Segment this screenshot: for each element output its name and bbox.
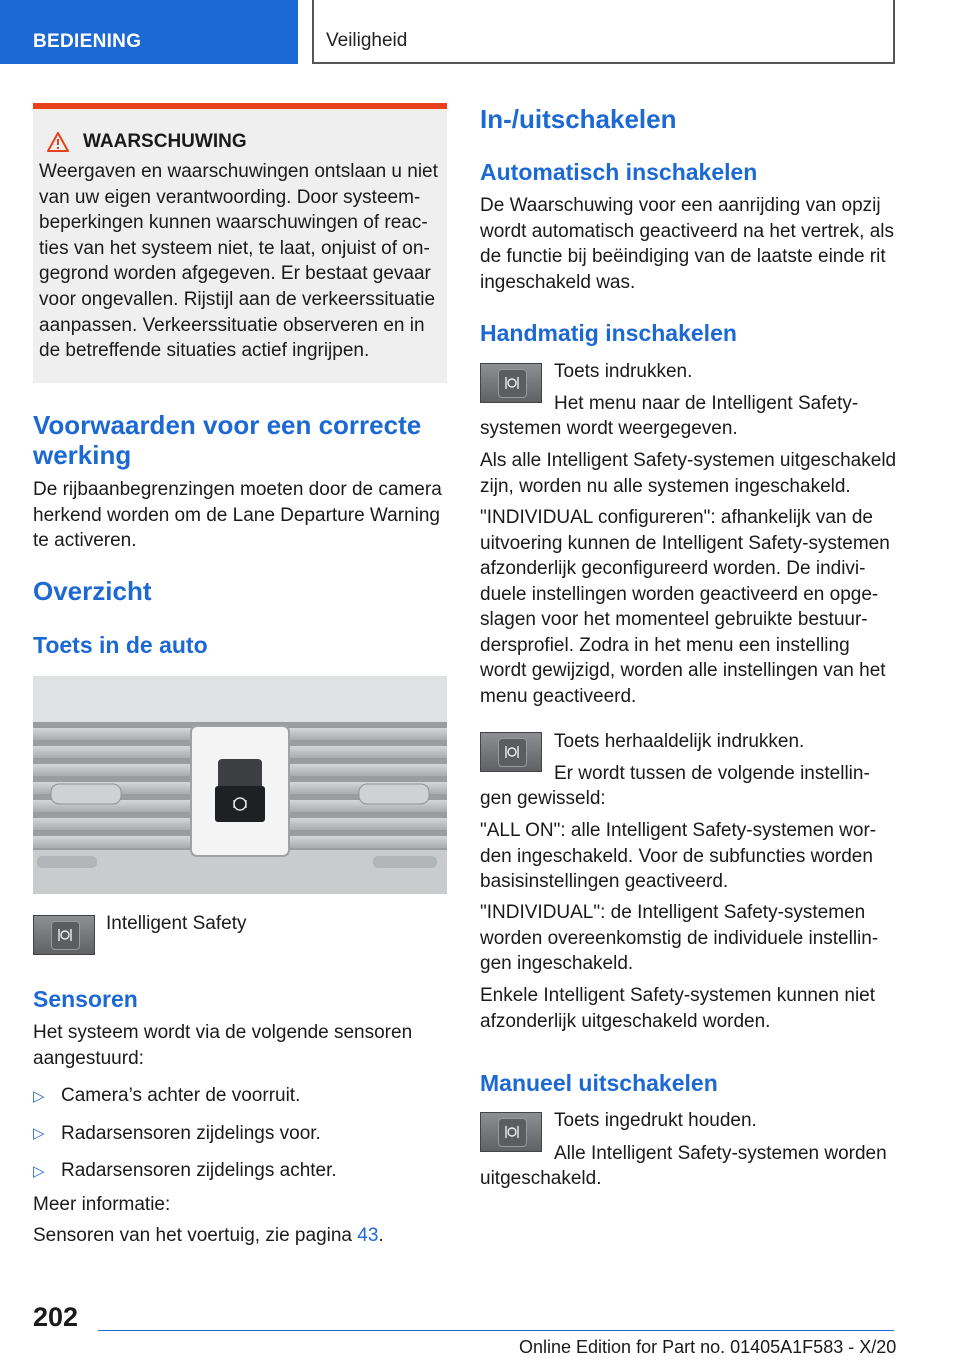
triangle-bullet-icon: ▷ — [33, 1125, 45, 1143]
intelligent-safety-button-icon — [480, 1112, 542, 1152]
heading-manual-on: Handmatig inschakelen — [480, 320, 737, 346]
heading-button-in-car: Toets in de auto — [33, 632, 208, 658]
individual-config-text: "INDIVIDUAL configureren": afhankelijk van de uitvoering kunnen de Intelligent Safety-systemen afzonderlijk geconfigureerd worden. De individuele instellingen worden geactiveerd en opgeslagen voor het momenteel gebruikte bestuurdersprofiel. Zodra in het menu een instelling wordt gewijzigd, worden alle instellingen van het menu geactiveerd. — [480, 507, 890, 707]
triangle-bullet-icon: ▷ — [33, 1162, 45, 1180]
more-info-label: Meer informatie: — [33, 1193, 171, 1215]
repeat-step-1: Toets herhaaldelijk indrukken. — [554, 731, 805, 752]
auto-on-text: De Waarschuwing voor een aanrijding van opzij wordt automatisch geactiveerd na het vertrek, als de functie bij beëindiging van de laatste einde rit ingeschakeld was. — [480, 195, 894, 293]
heading-on-off: In-/uitschakelen — [480, 104, 677, 134]
warning-title: WAARSCHUWING — [83, 131, 247, 152]
list-item: ▷ Camera’s achter de voorruit. — [33, 1085, 301, 1106]
heading-manual-off: Manueel uitschakelen — [480, 1070, 718, 1096]
intelligent-safety-button-icon — [33, 915, 95, 955]
warning-box — [33, 103, 447, 383]
reference-line: Sensoren van het voertuig, zie pagina 43. — [33, 1225, 384, 1246]
page-number: 202 — [33, 1302, 79, 1332]
heading-auto-on: Automatisch inschakelen — [480, 159, 758, 185]
individual-text: "INDIVIDUAL": de Intelligent Safety-systemen worden overeenkomstig de individuele instellingen ingeschakeld. — [480, 902, 879, 974]
off-step-1: Toets ingedrukt houden. — [554, 1110, 757, 1131]
page-reference-link[interactable]: 43 — [357, 1225, 379, 1246]
some-systems-text: Enkele Intelligent Safety-systemen kunnen niet afzonderlijk uitgeschakeld worden. — [480, 985, 876, 1032]
footer-edition: Online Edition for Part no. 01405A1F583 - X/20 — [519, 1337, 897, 1357]
off-step-3: uitgeschakeld. — [480, 1168, 602, 1189]
repeat-step-2: Er wordt tussen de volgende instellin- — [554, 763, 870, 784]
warning-text: Weergaven en waarschuwingen ontslaan u niet van uw eigen verantwoording. Door systeembeperkingen kunnen waarschuwingen of reacties van het systeem niet, te laat, onjuist of ongegrond worden afgegeven. Er bestaat gevaar voor ongevallen. Rijstijl aan de verkeerssituatie aanpassen. Verkeerssituatie observeren en in de betreffende situaties actief ingrijpen. — [39, 161, 438, 362]
intelligent-safety-button-icon — [480, 732, 542, 772]
car-button-photo — [33, 676, 447, 894]
sensors-section — [33, 1020, 447, 1249]
section-tab[interactable]: BEDIENING — [0, 0, 298, 64]
heading-overview: Overzicht — [33, 576, 152, 606]
button-caption: Intelligent Safety — [106, 913, 247, 934]
manual-step-3: systemen wordt weergegeven. — [480, 418, 738, 439]
sensors-text: Het systeem wordt via de volgende sensoren aangestuurd: — [33, 1022, 413, 1069]
manual-step-2: Het menu naar de Intelligent Safety- — [554, 393, 859, 414]
triangle-bullet-icon: ▷ — [33, 1087, 45, 1105]
manual-step-1: Toets indrukken. — [554, 361, 693, 382]
heading-sensors: Sensoren — [33, 986, 138, 1012]
off-step-2: Alle Intelligent Safety-systemen worden — [554, 1143, 887, 1164]
warning-triangle-icon — [47, 132, 69, 152]
all-on-text: "ALL ON": alle Intelligent Safety-systemen worden ingeschakeld. Voor de subfuncties worden basisinstellingen geactiveerd. — [480, 820, 877, 892]
heading-conditions: Voorwaarden voor een correcte werking — [33, 410, 422, 470]
list-item: ▷ Radarsensoren zijdelings voor. — [33, 1122, 321, 1144]
repeat-step-3: gen gewisseld: — [480, 788, 606, 809]
page-header-title: Veiligheid — [312, 0, 895, 64]
footer-divider — [98, 1330, 894, 1331]
conditions-text: De rijbaanbegrenzingen moeten door de camera herkend worden om de Lane Departure Warning te activeren. — [33, 479, 442, 551]
list-item: ▷ Radarsensoren zijdelings achter. — [33, 1160, 337, 1181]
all-off-text: Als alle Intelligent Safety-systemen uitgeschakeld zijn, worden nu alle systemen ingeschakeld. — [480, 450, 897, 497]
intelligent-safety-button-icon — [480, 363, 542, 403]
